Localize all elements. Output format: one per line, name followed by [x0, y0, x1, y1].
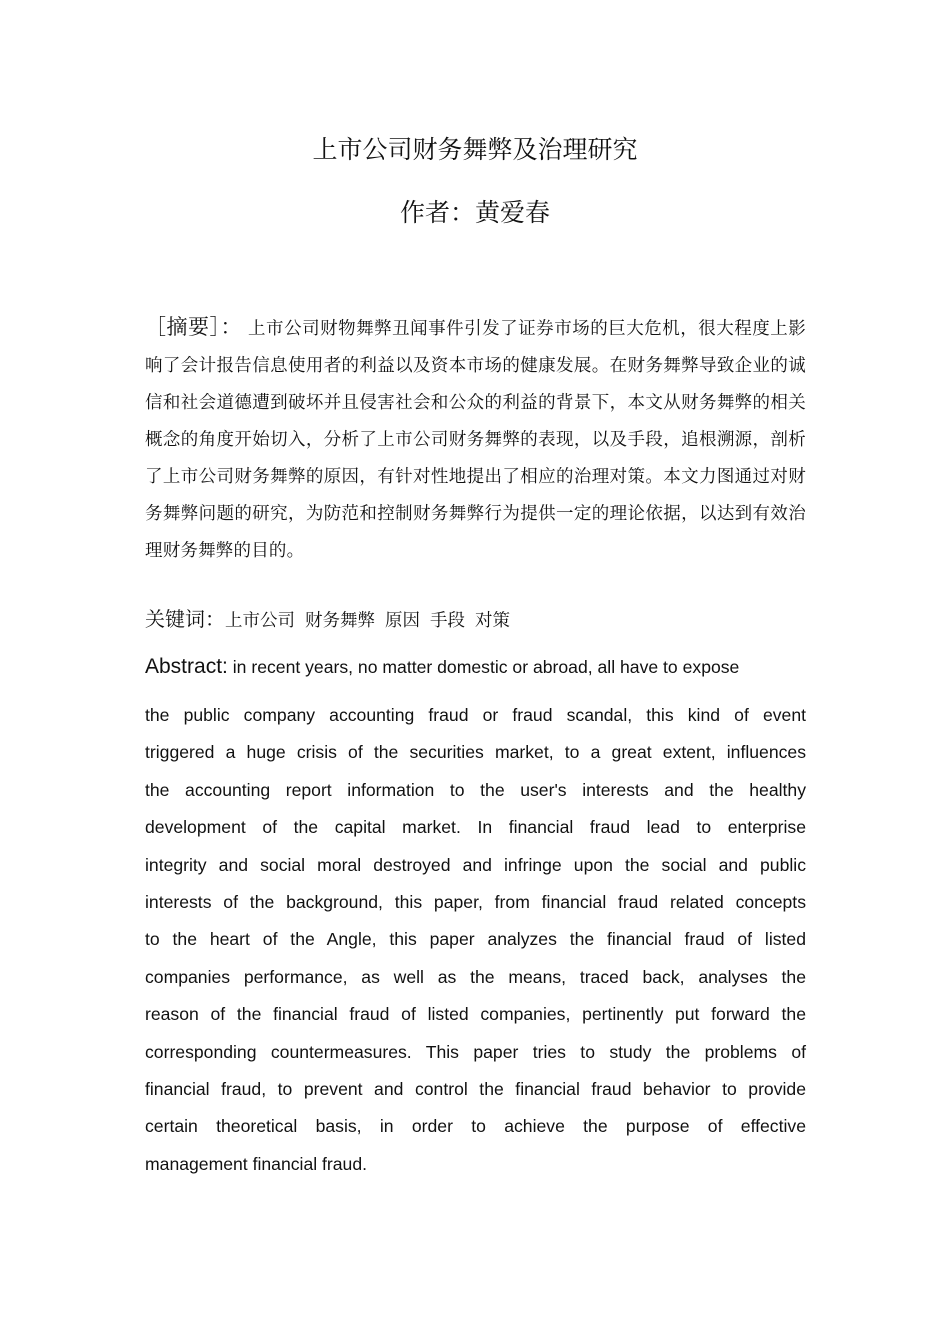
keyword-item: 手段	[430, 611, 465, 631]
english-abstract-line: triggered a huge crisis of the securities market, to a great extent, influences	[145, 742, 806, 763]
english-abstract-line: companies performance, as well as the means, traced back, analyses the	[145, 966, 806, 987]
english-abstract-line: in recent years, no matter domestic or abroad, all have to expose	[227, 657, 740, 677]
keyword-item: 上市公司	[225, 611, 295, 631]
chinese-abstract	[145, 309, 806, 570]
english-abstract-line: corresponding countermeasures. This paper tries to study the problems of	[145, 1041, 806, 1062]
document-title: 上市公司财务舞弊及治理研究	[312, 135, 638, 164]
english-abstract-line: interests of the background, this paper, from financial fraud related concepts	[145, 891, 806, 912]
english-abstract-line: certain theoretical basis, in order to achieve the purpose of effective	[145, 1116, 806, 1137]
english-abstract-line: integrity and social moral destroyed and infringe upon the social and public	[145, 854, 806, 875]
keywords-label: 关键词：	[145, 607, 225, 631]
english-abstract-line: development of the capital market. In financial fraud lead to enterprise	[145, 817, 806, 838]
keywords	[145, 601, 806, 639]
english-abstract-line: the public company accounting fraud or fraud scandal, this kind of event	[145, 705, 806, 725]
chinese-abstract-label: ［摘要］：	[145, 315, 243, 339]
english-abstract-label: Abstract:	[145, 655, 228, 678]
english-abstract-line: management financial fraud.	[145, 1153, 368, 1174]
keyword-item: 原因	[385, 611, 420, 631]
english-abstract-first-line	[145, 649, 806, 685]
english-abstract-line: reason of the financial fraud of listed companies, pertinently put forward the	[145, 1004, 806, 1025]
keyword-item: 财务舞弊	[305, 611, 375, 631]
document-author: 作者：黄爱春	[399, 198, 550, 227]
english-abstract-line: the accounting report information to the user's interests and the healthy	[145, 779, 806, 800]
english-abstract-body	[145, 697, 806, 1183]
chinese-abstract-text: 上市公司财物舞弊丑闻事件引发了证券市场的巨大危机，很大程度上影响了会计报告信息使用者的利益以及资本市场的健康发展。在财务舞弊导致企业的诚信和社会道德遭到破坏并且侵害社会和公众的利益的背景下，本文从财务舞弊的相关概念的角度开始切入，分析了上市公司财务舞弊的表现，以及手段，追根溯源，剖析了上市公司财务舞弊的原因，有针对性地提出了相应的治理对策。本文力图通过对财务舞弊问题的研究，为防范和控制财务舞弊行为提供一定的理论依据，以达到有效治理财务舞弊的目的。	[145, 319, 806, 561]
keyword-item: 对策	[475, 611, 510, 631]
english-abstract-line: financial fraud, to prevent and control the financial fraud behavior to provide	[145, 1078, 806, 1099]
english-abstract-line: to the heart of the Angle, this paper analyzes the financial fraud of listed	[145, 929, 806, 950]
